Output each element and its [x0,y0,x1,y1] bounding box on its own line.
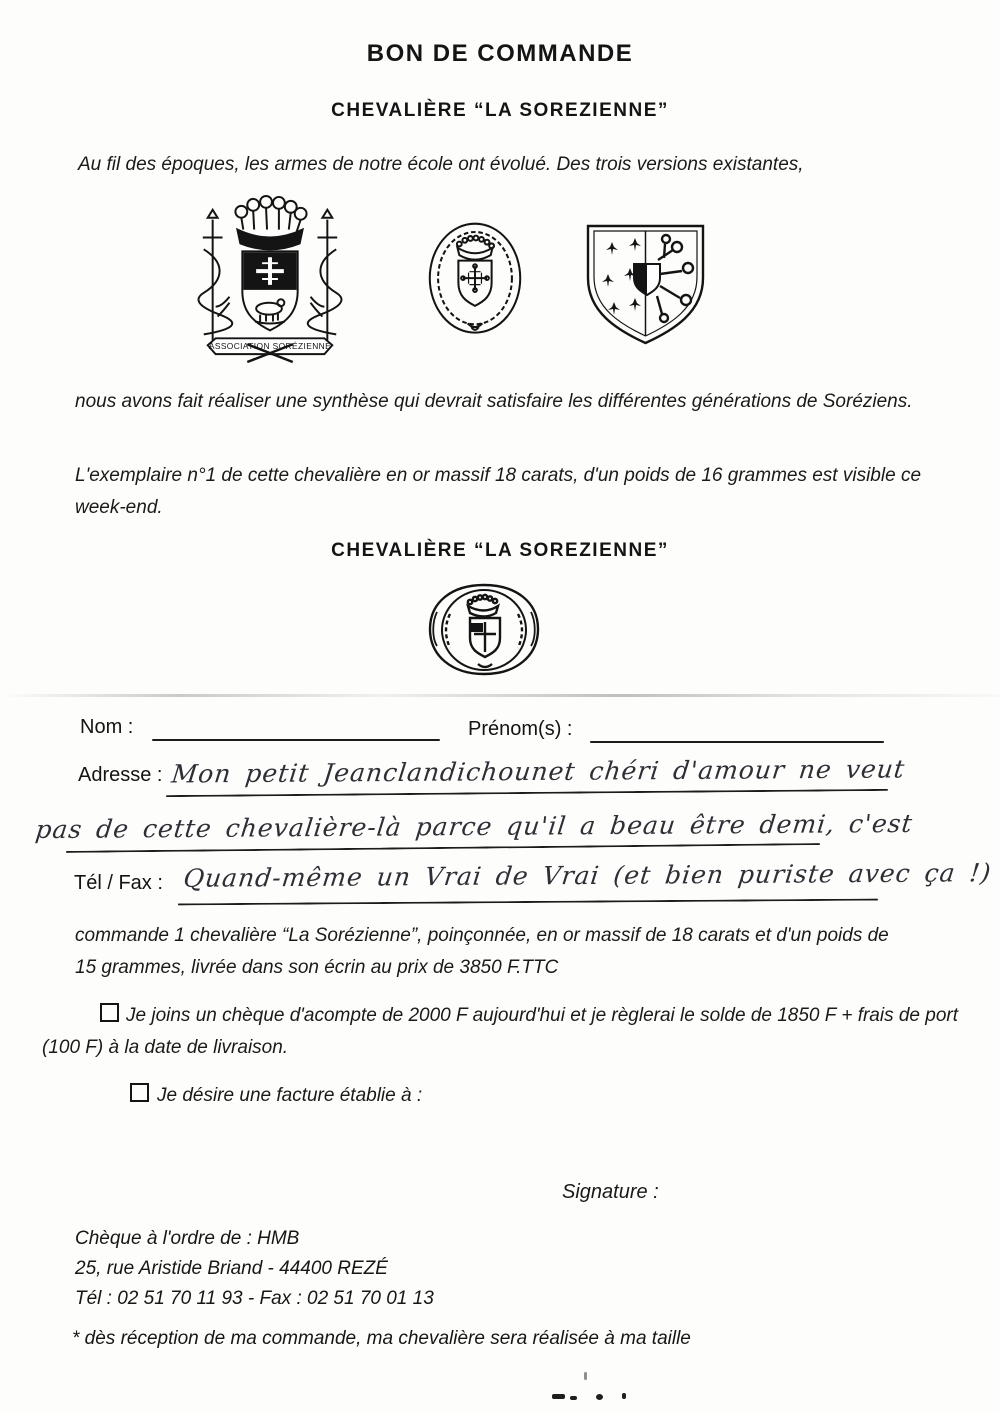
adresse-input-line1[interactable] [166,789,888,797]
adresse-input-line2[interactable] [66,843,820,853]
exemplaire-paragraph: L'exemplaire n°1 de cette chevalière en or massif 18 carats, d'un poids de 16 grammes est visible ce week-end. [75,465,922,518]
association-sorezienne-crest-icon [185,192,355,365]
prenom-label: Prénom(s) : [468,718,573,740]
telfax-label: Tél / Fax : [74,872,163,894]
signature-label: Signature : [562,1181,659,1203]
nom-input-line[interactable] [152,739,440,741]
telfax-input-line[interactable] [178,899,878,906]
cheque-order-line: Chèque à l'ordre de : HMB [75,1228,300,1249]
adresse-handwriting-line2: pas de cette chevalière-là parce qu'il a beau être demi, c'est [33,808,915,845]
star-shield-crest-icon [578,216,713,351]
intro-paragraph: Au fil des époques, les armes de notre école ont évolué. Des trois versions existantes, [78,154,804,175]
synthese-paragraph: nous avons fait réaliser une synthèse qui devrait satisfaire les différentes générations de Soréziens. [75,391,913,412]
prenom-input-line[interactable] [590,741,884,743]
section-heading: CHEVALIÈRE “LA SOREZIENNE” [331,540,669,561]
telfax-handwriting: Quand-même un Vrai de Vrai (et bien puriste avec ça !) [181,858,994,893]
page-subtitle: CHEVALIÈRE “LA SOREZIENNE” [331,100,669,121]
scan-smudge [596,1394,603,1400]
crest-banner-text: ASSOCIATION SORÉZIENNE [208,341,332,352]
tel-fax-line: Tél : 02 51 70 11 93 - Fax : 02 51 70 01 13 [75,1288,434,1309]
oval-wreath-crest-icon [420,220,530,340]
signet-ring-seal-icon [424,582,544,677]
acompte-option-text: Je joins un chèque d'acompte de 2000 F aujourd'hui et je règlerai le solde de 1850 F + frais de port (100 F) à la date de livraison. [42,1005,959,1058]
scan-artifact-line [0,694,1000,697]
scan-smudge [622,1393,626,1399]
commande-paragraph: commande 1 chevalière “La Sorézienne”, poinçonnée, en or massif de 18 carats et d'un poids de 15 grammes, livrée dans son écrin au prix de 3850 F.TTC [75,925,889,978]
postal-address-line: 25, rue Aristide Briand - 44400 REZÉ [75,1258,388,1279]
scan-smudge [552,1394,565,1399]
adresse-handwriting-line1: Mon petit Jeanclandichounet chéri d'amour ne veut [170,754,907,789]
footnote: * dès réception de ma commande, ma chevalière sera réalisée à ma taille [72,1328,691,1349]
scan-smudge [570,1396,577,1400]
facture-checkbox[interactable] [130,1083,149,1102]
nom-label: Nom : [80,716,134,738]
scan-smudge [584,1372,587,1380]
adresse-label: Adresse : [78,764,163,786]
facture-option-text: Je désire une facture établie à : [157,1085,423,1106]
page-title: BON DE COMMANDE [366,40,634,67]
